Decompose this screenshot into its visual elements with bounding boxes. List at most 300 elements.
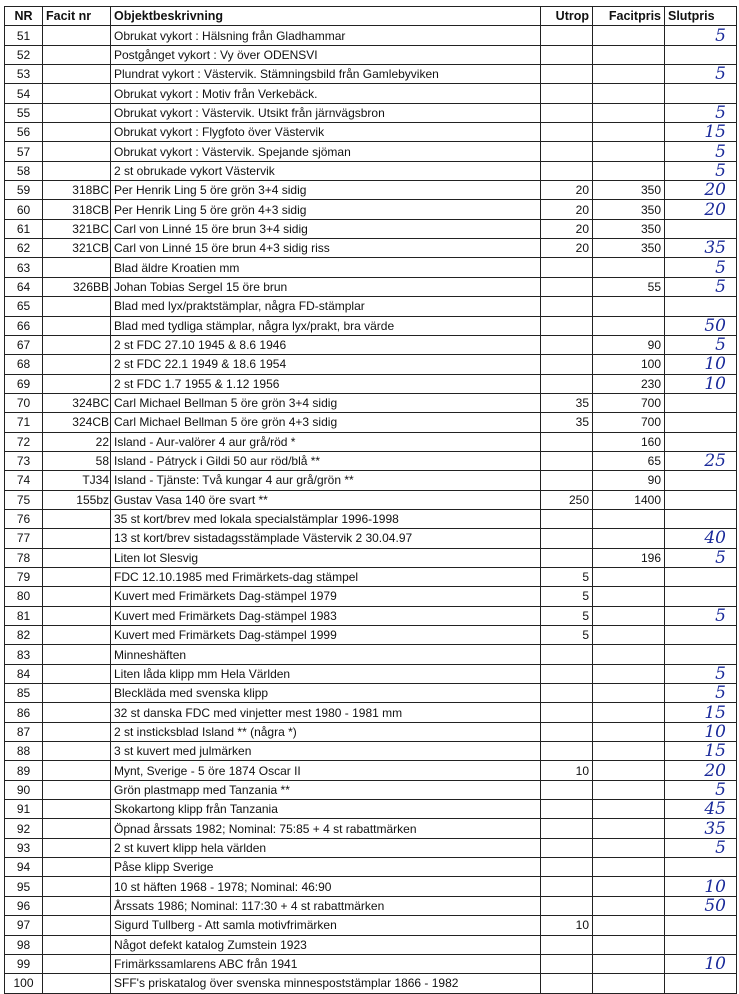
starting-price <box>541 548 593 567</box>
starting-price <box>541 896 593 915</box>
table-row <box>5 316 737 335</box>
final-price: 10 <box>665 722 737 741</box>
facit-number <box>43 916 111 935</box>
lot-number: 95 <box>5 877 43 896</box>
object-description: Blad med tydliga stämplar, några lyx/prakt, bra värde <box>111 316 541 335</box>
table-row <box>5 219 737 238</box>
lot-number: 56 <box>5 123 43 142</box>
object-description: Obrukat vykort : Västervik. Spejande sjöman <box>111 142 541 161</box>
lot-number: 62 <box>5 239 43 258</box>
lot-number: 98 <box>5 935 43 954</box>
facit-number <box>43 26 111 45</box>
catalog-price: 350 <box>593 181 665 200</box>
table-row <box>5 877 737 896</box>
header-slutpris: Slutpris <box>665 7 737 26</box>
final-price: 5 <box>665 103 737 122</box>
starting-price: 20 <box>541 219 593 238</box>
lot-number: 96 <box>5 896 43 915</box>
starting-price <box>541 529 593 548</box>
lot-number: 99 <box>5 954 43 973</box>
lot-number: 77 <box>5 529 43 548</box>
catalog-price <box>593 123 665 142</box>
starting-price <box>541 297 593 316</box>
catalog-price <box>593 297 665 316</box>
lot-number: 79 <box>5 567 43 586</box>
starting-price <box>541 800 593 819</box>
final-price: 50 <box>665 896 737 915</box>
lot-number: 76 <box>5 509 43 528</box>
table-row <box>5 451 737 470</box>
lot-number: 100 <box>5 974 43 993</box>
final-price: 45 <box>665 800 737 819</box>
header-facit-nr: Facit nr <box>43 7 111 26</box>
final-price <box>665 858 737 877</box>
facit-number <box>43 974 111 993</box>
lot-number: 94 <box>5 858 43 877</box>
table-row <box>5 490 737 509</box>
starting-price <box>541 258 593 277</box>
facit-number: 58 <box>43 451 111 470</box>
catalog-price <box>593 761 665 780</box>
final-price <box>665 567 737 586</box>
final-price <box>665 432 737 451</box>
final-price: 5 <box>665 838 737 857</box>
lot-number: 88 <box>5 742 43 761</box>
object-description: FDC 12.10.1985 med Frimärkets-dag stämpel <box>111 567 541 586</box>
object-description: 13 st kort/brev sistadagsstämplade Västervik 2 30.04.97 <box>111 529 541 548</box>
table-row <box>5 858 737 877</box>
final-price: 5 <box>665 335 737 354</box>
object-description: Carl Michael Bellman 5 öre grön 4+3 sidig <box>111 413 541 432</box>
catalog-price: 350 <box>593 219 665 238</box>
catalog-price <box>593 703 665 722</box>
catalog-price <box>593 161 665 180</box>
catalog-price: 65 <box>593 451 665 470</box>
lot-number: 83 <box>5 645 43 664</box>
facit-number <box>43 529 111 548</box>
starting-price <box>541 432 593 451</box>
object-description: Sigurd Tullberg - Att samla motivfrimärken <box>111 916 541 935</box>
auction-table <box>4 6 737 994</box>
catalog-price: 90 <box>593 335 665 354</box>
object-description: 32 st danska FDC med vinjetter mest 1980 - 1981 mm <box>111 703 541 722</box>
table-row <box>5 258 737 277</box>
final-price: 5 <box>665 277 737 296</box>
lot-number: 86 <box>5 703 43 722</box>
lot-number: 97 <box>5 916 43 935</box>
table-row <box>5 413 737 432</box>
catalog-price <box>593 664 665 683</box>
table-row <box>5 335 737 354</box>
final-price <box>665 84 737 103</box>
object-description: Mynt, Sverige - 5 öre 1874 Oscar II <box>111 761 541 780</box>
final-price: 25 <box>665 451 737 470</box>
starting-price: 5 <box>541 626 593 645</box>
final-price <box>665 587 737 606</box>
starting-price <box>541 509 593 528</box>
lot-number: 66 <box>5 316 43 335</box>
object-description: Frimärkssamlarens ABC från 1941 <box>111 954 541 973</box>
lot-number: 82 <box>5 626 43 645</box>
lot-number: 51 <box>5 26 43 45</box>
catalog-price: 700 <box>593 413 665 432</box>
object-description: Carl von Linné 15 öre brun 4+3 sidig riss <box>111 239 541 258</box>
header-row <box>5 7 737 26</box>
final-price: 35 <box>665 819 737 838</box>
object-description: Bleckläda med svenska klipp <box>111 684 541 703</box>
table-row <box>5 587 737 606</box>
final-price: 15 <box>665 703 737 722</box>
lot-number: 91 <box>5 800 43 819</box>
facit-number: 321CB <box>43 239 111 258</box>
object-description: Obrukat vykort : Flygfoto över Västervik <box>111 123 541 142</box>
catalog-price <box>593 916 665 935</box>
starting-price: 20 <box>541 200 593 219</box>
starting-price <box>541 780 593 799</box>
facit-number <box>43 819 111 838</box>
final-price <box>665 219 737 238</box>
final-price <box>665 974 737 993</box>
catalog-price <box>593 684 665 703</box>
lot-number: 67 <box>5 335 43 354</box>
table-row <box>5 664 737 683</box>
lot-number: 61 <box>5 219 43 238</box>
object-description: Island - Tjänste: Två kungar 4 aur grå/grön ** <box>111 471 541 490</box>
facit-number <box>43 684 111 703</box>
starting-price: 20 <box>541 181 593 200</box>
object-description: Kuvert med Frimärkets Dag-stämpel 1999 <box>111 626 541 645</box>
starting-price <box>541 123 593 142</box>
starting-price: 35 <box>541 393 593 412</box>
facit-number: 22 <box>43 432 111 451</box>
object-description: Carl von Linné 15 öre brun 3+4 sidig <box>111 219 541 238</box>
catalog-price <box>593 142 665 161</box>
facit-number <box>43 355 111 374</box>
starting-price <box>541 103 593 122</box>
table-row <box>5 432 737 451</box>
table-row <box>5 297 737 316</box>
catalog-price <box>593 258 665 277</box>
catalog-price <box>593 780 665 799</box>
catalog-price <box>593 65 665 84</box>
final-price <box>665 45 737 64</box>
final-price: 5 <box>665 26 737 45</box>
object-description: Skokartong klipp från Tanzania <box>111 800 541 819</box>
catalog-price: 160 <box>593 432 665 451</box>
object-description: Gustav Vasa 140 öre svart ** <box>111 490 541 509</box>
table-row <box>5 954 737 973</box>
facit-number <box>43 722 111 741</box>
final-price: 20 <box>665 200 737 219</box>
lot-number: 75 <box>5 490 43 509</box>
facit-number: TJ34 <box>43 471 111 490</box>
catalog-price <box>593 800 665 819</box>
header-nr: NR <box>5 7 43 26</box>
facit-number <box>43 45 111 64</box>
starting-price <box>541 142 593 161</box>
catalog-price <box>593 606 665 625</box>
table-row <box>5 26 737 45</box>
facit-number <box>43 65 111 84</box>
table-row <box>5 103 737 122</box>
facit-number <box>43 316 111 335</box>
lot-number: 58 <box>5 161 43 180</box>
object-description: Kuvert med Frimärkets Dag-stämpel 1983 <box>111 606 541 625</box>
object-description: SFF's priskatalog över svenska minnespoststämplar 1866 - 1982 <box>111 974 541 993</box>
object-description: Öpnad årssats 1982; Nominal: 75:85 + 4 st rabattmärken <box>111 819 541 838</box>
final-price: 5 <box>665 65 737 84</box>
starting-price <box>541 316 593 335</box>
starting-price <box>541 819 593 838</box>
catalog-price: 196 <box>593 548 665 567</box>
table-row <box>5 896 737 915</box>
final-price: 5 <box>665 684 737 703</box>
facit-number <box>43 548 111 567</box>
final-price: 15 <box>665 742 737 761</box>
table-row <box>5 161 737 180</box>
table-row <box>5 393 737 412</box>
facit-number <box>43 567 111 586</box>
object-description: 2 st kuvert klipp hela världen <box>111 838 541 857</box>
facit-number <box>43 142 111 161</box>
catalog-price <box>593 896 665 915</box>
final-price: 15 <box>665 123 737 142</box>
object-description: Något defekt katalog Zumstein 1923 <box>111 935 541 954</box>
catalog-price: 55 <box>593 277 665 296</box>
facit-number <box>43 587 111 606</box>
object-description: Årssats 1986; Nominal: 117:30 + 4 st rabattmärken <box>111 896 541 915</box>
catalog-price: 90 <box>593 471 665 490</box>
catalog-price <box>593 645 665 664</box>
catalog-price: 700 <box>593 393 665 412</box>
table-row <box>5 722 737 741</box>
catalog-price <box>593 626 665 645</box>
starting-price <box>541 858 593 877</box>
final-price: 10 <box>665 877 737 896</box>
lot-number: 92 <box>5 819 43 838</box>
catalog-price <box>593 935 665 954</box>
lot-number: 57 <box>5 142 43 161</box>
table-row <box>5 819 737 838</box>
object-description: 3 st kuvert med julmärken <box>111 742 541 761</box>
lot-number: 80 <box>5 587 43 606</box>
table-row <box>5 239 737 258</box>
table-row <box>5 529 737 548</box>
table-row <box>5 606 737 625</box>
starting-price <box>541 664 593 683</box>
lot-number: 70 <box>5 393 43 412</box>
final-price: 5 <box>665 258 737 277</box>
facit-number <box>43 780 111 799</box>
starting-price <box>541 645 593 664</box>
lot-number: 87 <box>5 722 43 741</box>
object-description: Minneshäften <box>111 645 541 664</box>
lot-number: 68 <box>5 355 43 374</box>
catalog-price <box>593 587 665 606</box>
facit-number: 326BB <box>43 277 111 296</box>
final-price <box>665 509 737 528</box>
catalog-price <box>593 858 665 877</box>
starting-price: 35 <box>541 413 593 432</box>
final-price: 5 <box>665 780 737 799</box>
table-row <box>5 45 737 64</box>
final-price: 20 <box>665 181 737 200</box>
lot-number: 69 <box>5 374 43 393</box>
object-description: Johan Tobias Sergel 15 öre brun <box>111 277 541 296</box>
catalog-price <box>593 45 665 64</box>
object-description: 35 st kort/brev med lokala specialstämplar 1996-1998 <box>111 509 541 528</box>
object-description: Per Henrik Ling 5 öre grön 4+3 sidig <box>111 200 541 219</box>
catalog-price <box>593 509 665 528</box>
facit-number <box>43 800 111 819</box>
table-row <box>5 800 737 819</box>
catalog-price: 350 <box>593 239 665 258</box>
object-description: Liten lot Slesvig <box>111 548 541 567</box>
catalog-price <box>593 84 665 103</box>
final-price: 10 <box>665 954 737 973</box>
lot-number: 64 <box>5 277 43 296</box>
facit-number <box>43 297 111 316</box>
final-price <box>665 297 737 316</box>
table-row <box>5 916 737 935</box>
catalog-price <box>593 567 665 586</box>
final-price: 20 <box>665 761 737 780</box>
facit-number <box>43 645 111 664</box>
facit-number <box>43 838 111 857</box>
table-row <box>5 142 737 161</box>
table-row <box>5 626 737 645</box>
starting-price <box>541 684 593 703</box>
facit-number <box>43 896 111 915</box>
object-description: Postgånget vykort : Vy över ODENSVI <box>111 45 541 64</box>
final-price: 35 <box>665 239 737 258</box>
object-description: 2 st FDC 1.7 1955 & 1.12 1956 <box>111 374 541 393</box>
final-price: 5 <box>665 142 737 161</box>
object-description: Per Henrik Ling 5 öre grön 3+4 sidig <box>111 181 541 200</box>
table-row <box>5 780 737 799</box>
facit-number <box>43 161 111 180</box>
facit-number <box>43 742 111 761</box>
starting-price: 10 <box>541 916 593 935</box>
object-description: Blad med lyx/praktstämplar, några FD-stämplar <box>111 297 541 316</box>
lot-number: 89 <box>5 761 43 780</box>
facit-number: 324BC <box>43 393 111 412</box>
starting-price <box>541 65 593 84</box>
table-row <box>5 65 737 84</box>
starting-price <box>541 84 593 103</box>
lot-number: 65 <box>5 297 43 316</box>
lot-number: 85 <box>5 684 43 703</box>
final-price <box>665 935 737 954</box>
starting-price: 250 <box>541 490 593 509</box>
catalog-price <box>593 529 665 548</box>
starting-price <box>541 974 593 993</box>
object-description: Obrukat vykort : Hälsning från Gladhammar <box>111 26 541 45</box>
final-price: 40 <box>665 529 737 548</box>
facit-number <box>43 374 111 393</box>
final-price <box>665 413 737 432</box>
facit-number <box>43 335 111 354</box>
lot-number: 78 <box>5 548 43 567</box>
starting-price <box>541 954 593 973</box>
lot-number: 73 <box>5 451 43 470</box>
starting-price <box>541 355 593 374</box>
final-price <box>665 645 737 664</box>
starting-price <box>541 451 593 470</box>
final-price: 10 <box>665 355 737 374</box>
starting-price <box>541 722 593 741</box>
lot-number: 84 <box>5 664 43 683</box>
starting-price: 20 <box>541 239 593 258</box>
starting-price <box>541 161 593 180</box>
object-description: 2 st insticksblad Island ** (några *) <box>111 722 541 741</box>
table-row <box>5 703 737 722</box>
table-row <box>5 684 737 703</box>
object-description: Kuvert med Frimärkets Dag-stämpel 1979 <box>111 587 541 606</box>
table-row <box>5 935 737 954</box>
facit-number <box>43 664 111 683</box>
table-row <box>5 200 737 219</box>
lot-number: 60 <box>5 200 43 219</box>
lot-number: 53 <box>5 65 43 84</box>
catalog-price <box>593 819 665 838</box>
lot-number: 55 <box>5 103 43 122</box>
starting-price <box>541 838 593 857</box>
catalog-price: 100 <box>593 355 665 374</box>
starting-price <box>541 374 593 393</box>
catalog-price: 350 <box>593 200 665 219</box>
table-row <box>5 277 737 296</box>
final-price <box>665 490 737 509</box>
facit-number <box>43 123 111 142</box>
final-price <box>665 393 737 412</box>
starting-price: 5 <box>541 606 593 625</box>
header-utrop: Utrop <box>541 7 593 26</box>
table-row <box>5 123 737 142</box>
starting-price <box>541 45 593 64</box>
table-row <box>5 548 737 567</box>
starting-price: 5 <box>541 567 593 586</box>
final-price: 5 <box>665 664 737 683</box>
object-description: 2 st FDC 27.10 1945 & 8.6 1946 <box>111 335 541 354</box>
object-description: Blad äldre Kroatien mm <box>111 258 541 277</box>
final-price <box>665 916 737 935</box>
facit-number <box>43 103 111 122</box>
object-description: Obrukat vykort : Västervik. Utsikt från järnvägsbron <box>111 103 541 122</box>
header-facitpris: Facitpris <box>593 7 665 26</box>
final-price <box>665 626 737 645</box>
lot-number: 71 <box>5 413 43 432</box>
facit-number <box>43 935 111 954</box>
lot-number: 54 <box>5 84 43 103</box>
catalog-price <box>593 722 665 741</box>
facit-number <box>43 84 111 103</box>
facit-number: 324CB <box>43 413 111 432</box>
catalog-price <box>593 974 665 993</box>
table-row <box>5 761 737 780</box>
final-price: 5 <box>665 606 737 625</box>
table-row <box>5 838 737 857</box>
facit-number <box>43 761 111 780</box>
catalog-price: 230 <box>593 374 665 393</box>
final-price: 5 <box>665 161 737 180</box>
starting-price <box>541 935 593 954</box>
catalog-price <box>593 877 665 896</box>
table-row <box>5 471 737 490</box>
header-description: Objektbeskrivning <box>111 7 541 26</box>
facit-number <box>43 954 111 973</box>
facit-number: 155bz <box>43 490 111 509</box>
